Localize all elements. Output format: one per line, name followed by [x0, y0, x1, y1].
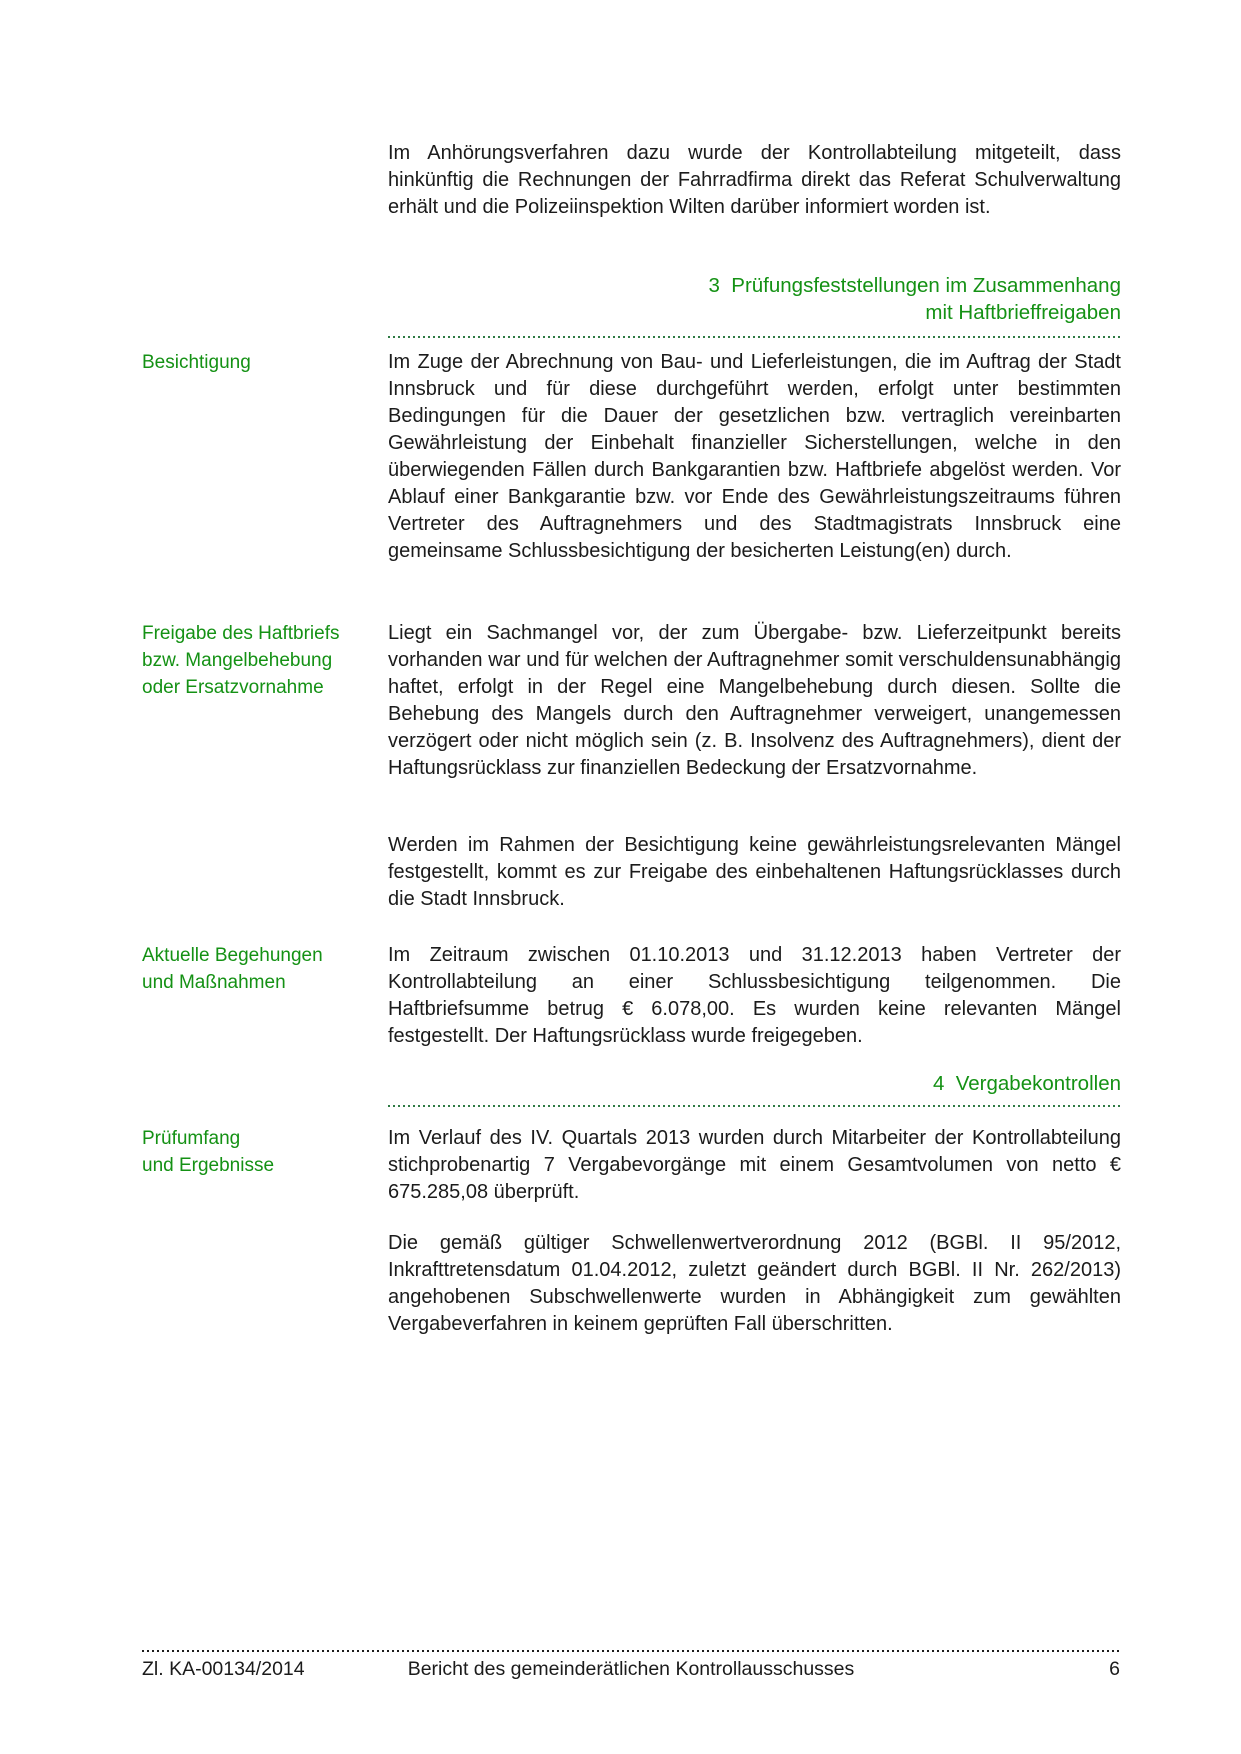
paragraph-freigabe-1: Liegt ein Sachmangel vor, der zum Übergabe- bzw. Lieferzeitpunkt bereits vorhanden war und für welchen der Auftragnehmer somit verschuldensunabhängig haftet, erfolgt in der Regel eine Mangelbehebung durch diesen. Sollte die Behebung des Mangels durch den Auftragnehmer verweigert, unangemessen verzögert oder nicht möglich sein (z. B. Insolvenz des Auftragnehmers), dient der Haftungsrücklass zur finanziellen Bedeckung der Ersatzvornahme.	[388, 622, 1121, 779]
paragraph-besichtigung: Im Zuge der Abrechnung von Bau- und Lieferleistungen, die im Auftrag der Stadt Innsbruck und für diese durchgeführt werden, erfolgt unter bestimmten Bedingungen für die Dauer der gesetzlichen bzw. vertraglich vereinbarten Gewährleistung der Einbehalt finanzieller Sicherstellungen, welche in den überwiegenden Fällen durch Bankgarantien bzw. Haftbriefe abgelöst werden. Vor Ablauf einer Bankgarantie bzw. vor Ende des Gewährleistungszeitraums führen Vertreter des Auftragnehmers und des Stadtmagistrats Innsbruck eine gemeinsame Schlussbesichtigung der besicherten Leistung(en) durch.	[388, 351, 1121, 562]
margin-label-freigabe	[142, 620, 377, 701]
margin-label-pruefumfang-line-2: und Ergebnisse	[142, 1155, 275, 1176]
section-heading-3	[388, 272, 1121, 326]
footer-document-title: Bericht des gemeinderätlichen Kontrollausschusses	[407, 1658, 855, 1680]
footer-reference-number: Zl. KA-00134/2014	[142, 1658, 305, 1680]
margin-label-freigabe-line-1: Freigabe des Haftbriefs	[142, 623, 340, 644]
margin-label-besichtigung-line-1: Besichtigung	[142, 352, 251, 373]
paragraph-aktuelle: Im Zeitraum zwischen 01.10.2013 und 31.12.2013 haben Vertreter der Kontrollabteilung an einer Schlussbesichtigung teilgenommen. Die Haftbriefsumme betrug € 6.078,00. Es wurden keine relevanten Mängel festgestellt. Der Haftungsrücklass wurde freigegeben.	[388, 944, 1121, 1047]
footer-dotted-rule	[142, 1650, 1120, 1652]
margin-label-pruefumfang	[142, 1125, 377, 1179]
margin-label-aktuelle-line-1: Aktuelle Begehungen	[142, 945, 323, 966]
heading-4-dotted-rule	[388, 1105, 1121, 1107]
margin-label-aktuelle	[142, 942, 377, 996]
paragraph-freigabe-2: Werden im Rahmen der Besichtigung keine gewährleistungsrelevanten Mängel festgestellt, kommt es zur Freigabe des einbehaltenen Haftungsrücklasses durch die Stadt Innsbruck.	[388, 834, 1121, 910]
margin-label-freigabe-line-3: oder Ersatzvornahme	[142, 677, 324, 698]
paragraph-pruefumfang-1: Im Verlauf des IV. Quartals 2013 wurden durch Mitarbeiter der Kontrollabteilung stichprobenartig 7 Vergabevorgänge mit einem Gesamtvolumen von netto € 675.285,08 überprüft.	[388, 1127, 1121, 1203]
margin-label-aktuelle-line-2: und Maßnahmen	[142, 972, 286, 993]
heading-3-dotted-rule	[388, 336, 1121, 338]
margin-label-besichtigung	[142, 349, 377, 376]
footer-page-number: 6	[1109, 1658, 1120, 1680]
section-heading-4: 4 Vergabekontrollen	[932, 1072, 1121, 1095]
section-heading-3-line-1: 3 Prüfungsfeststellungen im Zusammenhang	[708, 274, 1121, 297]
section-heading-3-line-2: mit Haftbrieffreigaben	[925, 301, 1121, 324]
paragraph-pruefumfang-2: Die gemäß gültiger Schwellenwertverordnung 2012 (BGBl. II 95/2012, Inkrafttretensdatum 01.04.2012, zuletzt geändert durch BGBl. II Nr. 262/2013) angehobenen Subschwellenwerte wurden in Abhängigkeit zum gewählten Vergabeverfahren in keinem geprüften Fall überschritten.	[388, 1232, 1121, 1335]
margin-label-pruefumfang-line-1: Prüfumfang	[142, 1128, 241, 1149]
intro-paragraph: Im Anhörungsverfahren dazu wurde der Kontrollabteilung mitgeteilt, dass hinkünftig die Rechnungen der Fahrradfirma direkt das Referat Schulverwaltung erhält und die Polizeiinspektion Wilten darüber informiert worden ist.	[388, 142, 1121, 218]
margin-label-freigabe-line-2: bzw. Mangelbehebung	[142, 650, 333, 671]
